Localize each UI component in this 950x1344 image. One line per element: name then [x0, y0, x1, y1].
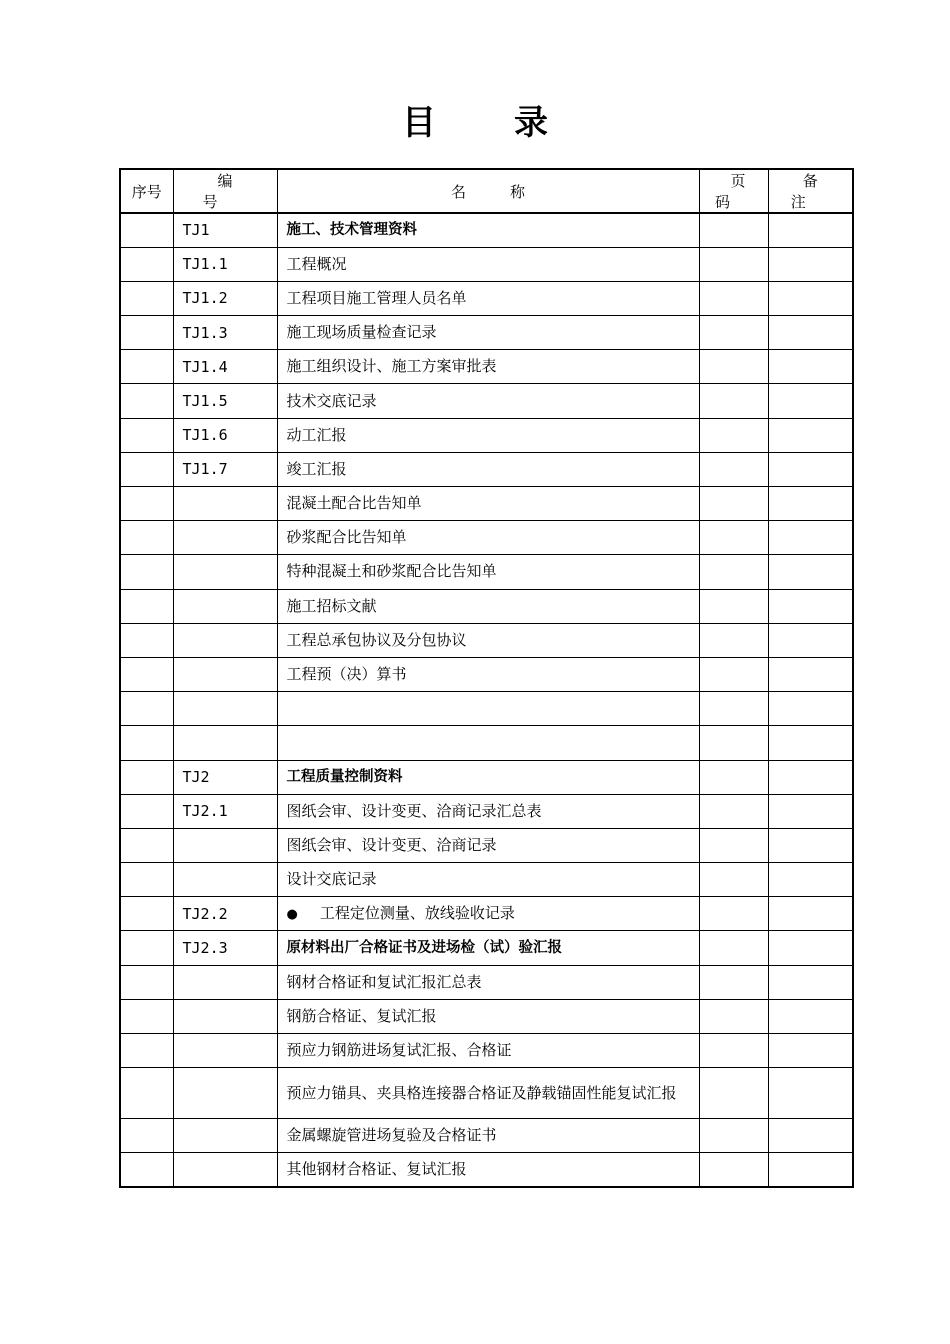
row-seq: [120, 555, 173, 589]
row-name: 特种混凝土和砂浆配合比告知单: [277, 555, 699, 589]
row-name: 工程质量控制资料: [277, 760, 699, 794]
row-code: [173, 726, 277, 760]
row-seq: [120, 521, 173, 555]
row-seq: [120, 1119, 173, 1153]
row-note: [768, 589, 853, 623]
row-code: [173, 487, 277, 521]
row-page: [699, 1119, 768, 1153]
row-name: 设计交底记录: [277, 863, 699, 897]
row-code: TJ1.7: [173, 452, 277, 486]
row-page: [699, 692, 768, 726]
row-seq: [120, 760, 173, 794]
row-seq: [120, 384, 173, 418]
row-page: [699, 726, 768, 760]
row-seq: [120, 1068, 173, 1119]
row-seq: [120, 999, 173, 1033]
row-name: 动工汇报: [277, 418, 699, 452]
row-code: TJ2: [173, 760, 277, 794]
table-row: [120, 487, 853, 521]
row-seq: [120, 487, 173, 521]
row-name: 施工组织设计、施工方案审批表: [277, 350, 699, 384]
row-code: [173, 1119, 277, 1153]
row-name: 施工现场质量检查记录: [277, 316, 699, 350]
row-seq: [120, 623, 173, 657]
row-code: TJ2.3: [173, 931, 277, 965]
row-note: [768, 863, 853, 897]
row-note: [768, 828, 853, 862]
row-page: [699, 1153, 768, 1187]
table-row: [120, 965, 853, 999]
row-page: [699, 657, 768, 691]
table-row: [120, 863, 853, 897]
row-code: TJ1: [173, 213, 277, 247]
row-seq: [120, 589, 173, 623]
table-row: [120, 1119, 853, 1153]
row-name: 施工、技术管理资料: [277, 213, 699, 247]
row-seq: [120, 828, 173, 862]
row-seq: [120, 794, 173, 828]
row-seq: [120, 692, 173, 726]
row-seq: [120, 213, 173, 247]
row-code: [173, 1034, 277, 1068]
row-note: [768, 999, 853, 1033]
row-code: [173, 828, 277, 862]
row-seq: [120, 452, 173, 486]
row-name: 原材料出厂合格证书及进场检（试）验汇报: [277, 931, 699, 965]
row-note: [768, 418, 853, 452]
table-row: [120, 316, 853, 350]
row-note: [768, 1119, 853, 1153]
page-title: 目录: [402, 103, 626, 143]
row-note: [768, 657, 853, 691]
row-code: TJ1.4: [173, 350, 277, 384]
row-page: [699, 487, 768, 521]
bullet-icon: ●: [286, 906, 298, 922]
row-note: [768, 452, 853, 486]
row-note: [768, 1153, 853, 1187]
table-row: [120, 1068, 853, 1119]
row-name: 预应力钢筋进场复试汇报、合格证: [277, 1034, 699, 1068]
row-page: [699, 965, 768, 999]
table-row: [120, 657, 853, 691]
row-seq: [120, 1034, 173, 1068]
row-note: [768, 692, 853, 726]
row-seq: [120, 657, 173, 691]
row-name: 图纸会审、设计变更、洽商记录汇总表: [277, 794, 699, 828]
row-page: [699, 794, 768, 828]
row-name: 竣工汇报: [277, 452, 699, 486]
row-note: [768, 1034, 853, 1068]
row-code: TJ2.2: [173, 897, 277, 931]
row-seq: [120, 316, 173, 350]
row-name: 工程项目施工管理人员名单: [277, 281, 699, 315]
toc-table-body: [120, 213, 853, 1187]
row-name: [277, 897, 699, 931]
row-note: [768, 931, 853, 965]
row-page: [699, 863, 768, 897]
row-page: [699, 521, 768, 555]
row-code: TJ2.1: [173, 794, 277, 828]
row-note: [768, 281, 853, 315]
row-name-text: 工程定位测量、放线验收记录: [319, 903, 515, 922]
row-note: [768, 726, 853, 760]
row-code: [173, 999, 277, 1033]
row-seq: [120, 897, 173, 931]
row-page: [699, 828, 768, 862]
row-seq: [120, 350, 173, 384]
row-seq: [120, 281, 173, 315]
table-row: [120, 555, 853, 589]
row-note: [768, 1068, 853, 1119]
row-code: [173, 589, 277, 623]
row-page: [699, 999, 768, 1033]
table-row: [120, 247, 853, 281]
row-page: [699, 213, 768, 247]
row-page: [699, 452, 768, 486]
row-note: [768, 965, 853, 999]
row-code: [173, 863, 277, 897]
row-name: 砂浆配合比告知单: [277, 521, 699, 555]
table-row: [120, 1153, 853, 1187]
header-seq: 序号: [120, 169, 173, 213]
row-code: [173, 623, 277, 657]
row-code: TJ1.5: [173, 384, 277, 418]
row-name: 工程总承包协议及分包协议: [277, 623, 699, 657]
table-row: [120, 692, 853, 726]
row-note: [768, 350, 853, 384]
row-name: [277, 692, 699, 726]
row-code: [173, 1068, 277, 1119]
row-page: [699, 623, 768, 657]
row-name: 预应力锚具、夹具格连接器合格证及静载锚固性能复试汇报: [277, 1068, 699, 1119]
table-row: [120, 350, 853, 384]
table-row: [120, 384, 853, 418]
row-page: [699, 1034, 768, 1068]
header-code: 编号: [173, 169, 277, 213]
row-seq: [120, 863, 173, 897]
row-name: 混凝土配合比告知单: [277, 487, 699, 521]
row-seq: [120, 965, 173, 999]
row-note: [768, 316, 853, 350]
header-page: 页码: [699, 169, 768, 213]
row-page: [699, 384, 768, 418]
row-note: [768, 555, 853, 589]
table-row: [120, 452, 853, 486]
row-page: [699, 931, 768, 965]
table-row: [120, 281, 853, 315]
row-seq: [120, 1153, 173, 1187]
table-row: [120, 999, 853, 1033]
row-page: [699, 350, 768, 384]
toc-table-header: [120, 169, 853, 213]
row-note: [768, 247, 853, 281]
row-note: [768, 487, 853, 521]
row-code: [173, 965, 277, 999]
row-name: 技术交底记录: [277, 384, 699, 418]
row-page: [699, 418, 768, 452]
row-seq: [120, 418, 173, 452]
row-name: 工程概况: [277, 247, 699, 281]
row-name: 施工招标文献: [277, 589, 699, 623]
row-name: 图纸会审、设计变更、洽商记录: [277, 828, 699, 862]
row-name: 钢材合格证和复试汇报汇总表: [277, 965, 699, 999]
table-row: [120, 726, 853, 760]
table-row: [120, 623, 853, 657]
row-seq: [120, 247, 173, 281]
row-page: [699, 555, 768, 589]
table-row: [120, 794, 853, 828]
row-note: [768, 897, 853, 931]
table-row: [120, 760, 853, 794]
row-code: TJ1.6: [173, 418, 277, 452]
row-note: [768, 384, 853, 418]
row-code: TJ1.3: [173, 316, 277, 350]
row-name: 其他钢材合格证、复试汇报: [277, 1153, 699, 1187]
row-page: [699, 589, 768, 623]
row-seq: [120, 726, 173, 760]
row-note: [768, 213, 853, 247]
table-row: [120, 1034, 853, 1068]
row-code: [173, 555, 277, 589]
row-note: [768, 521, 853, 555]
row-code: [173, 657, 277, 691]
row-note: [768, 623, 853, 657]
table-row: [120, 828, 853, 862]
row-page: [699, 316, 768, 350]
table-row: [120, 897, 853, 931]
header-note: 备注: [768, 169, 853, 213]
row-page: [699, 281, 768, 315]
row-code: TJ1.2: [173, 281, 277, 315]
row-name: 钢筋合格证、复试汇报: [277, 999, 699, 1033]
row-name: 金属螺旋管进场复验及合格证书: [277, 1119, 699, 1153]
row-page: [699, 897, 768, 931]
row-note: [768, 794, 853, 828]
row-code: [173, 521, 277, 555]
row-page: [699, 760, 768, 794]
row-page: [699, 1068, 768, 1119]
header-name: 名称: [277, 169, 699, 213]
table-row: [120, 213, 853, 247]
row-code: [173, 1153, 277, 1187]
row-name: [277, 726, 699, 760]
row-code: TJ1.1: [173, 247, 277, 281]
row-code: [173, 692, 277, 726]
table-row: [120, 931, 853, 965]
toc-table: [119, 168, 854, 1188]
row-seq: [120, 931, 173, 965]
row-page: [699, 247, 768, 281]
table-row: [120, 418, 853, 452]
table-row: [120, 521, 853, 555]
table-row: [120, 589, 853, 623]
row-note: [768, 760, 853, 794]
row-name: 工程预（决）算书: [277, 657, 699, 691]
